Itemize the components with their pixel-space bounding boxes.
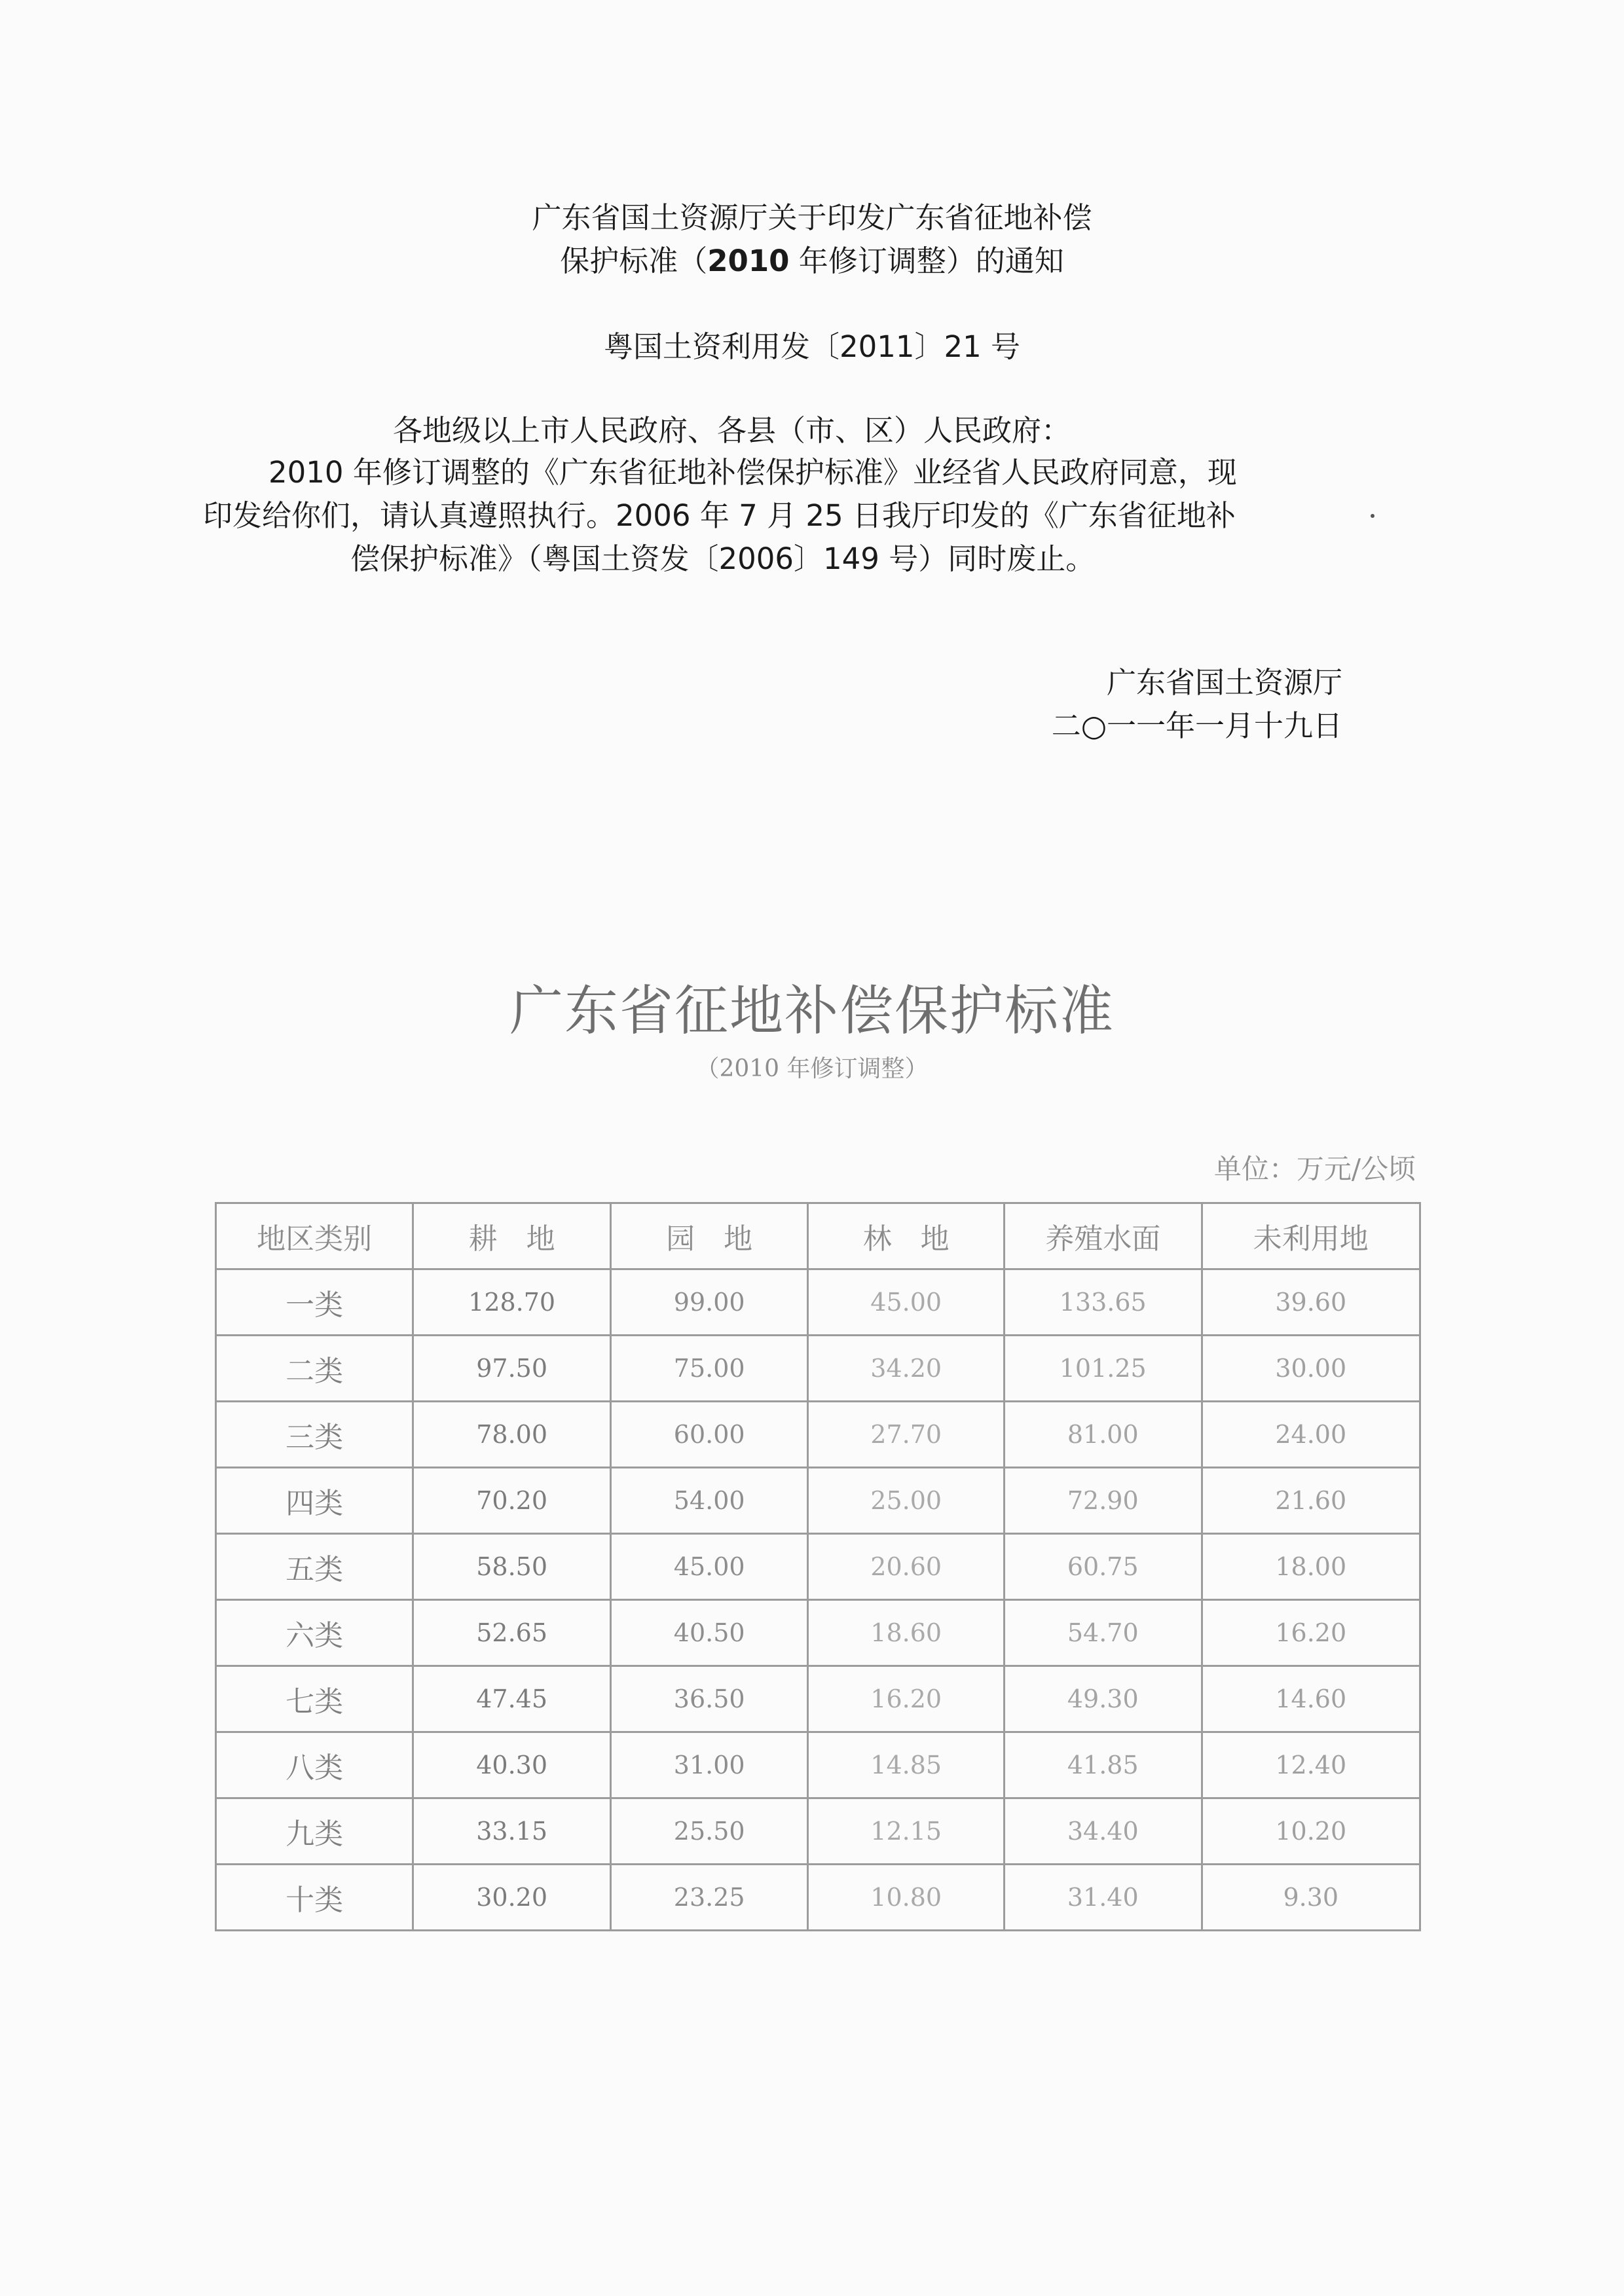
value-cell: 18.60	[808, 1600, 1005, 1666]
header-aquaculture-water: 养殖水面	[1004, 1203, 1202, 1269]
table-row	[216, 1732, 1420, 1798]
issuer-name: 广东省国土资源厅	[1106, 665, 1342, 700]
value-cell: 60.00	[610, 1402, 808, 1468]
table-row	[216, 1666, 1420, 1732]
header-forest-land: 林 地	[808, 1203, 1005, 1269]
table-row	[216, 1336, 1420, 1402]
value-cell: 54.70	[1004, 1600, 1202, 1666]
standard-title: 广东省征地补偿保护标准	[509, 980, 1115, 1042]
value-cell: 128.70	[413, 1269, 611, 1336]
header-region-category: 地区类别	[216, 1203, 413, 1269]
value-cell: 18.00	[1202, 1534, 1420, 1600]
region-category-cell: 二类	[216, 1336, 413, 1402]
value-cell: 40.50	[610, 1600, 808, 1666]
value-cell: 25.00	[808, 1468, 1005, 1534]
value-cell: 10.20	[1202, 1798, 1420, 1865]
value-cell: 31.40	[1004, 1865, 1202, 1931]
notice-title-year: 2010	[707, 244, 790, 278]
body-line-1: 2010 年修订调整的《广东省征地补偿保护标准》业经省人民政府同意，现	[268, 455, 1237, 490]
unit-label: 单位：万元/公顷	[1213, 1153, 1416, 1185]
value-cell: 97.50	[413, 1336, 611, 1402]
value-cell: 34.20	[808, 1336, 1005, 1402]
value-cell: 72.90	[1004, 1468, 1202, 1534]
value-cell: 30.20	[413, 1865, 611, 1931]
value-cell: 21.60	[1202, 1468, 1420, 1534]
table-row	[216, 1468, 1420, 1534]
body-line-2: 印发给你们，请认真遵照执行。2006 年 7 月 25 日我厅印发的《广东省征地补	[203, 498, 1236, 533]
value-cell: 40.30	[413, 1732, 611, 1798]
table-row	[216, 1798, 1420, 1865]
value-cell: 16.20	[808, 1666, 1005, 1732]
body-line-3: 偿保护标准》（粤国土资发〔2006〕149 号）同时废止。	[350, 541, 1096, 576]
value-cell: 27.70	[808, 1402, 1005, 1468]
notice-title-line2	[0, 240, 1624, 283]
region-category-cell: 八类	[216, 1732, 413, 1798]
header-cultivated-land: 耕 地	[413, 1203, 611, 1269]
value-cell: 39.60	[1202, 1269, 1420, 1336]
value-cell: 45.00	[808, 1269, 1005, 1336]
value-cell: 49.30	[1004, 1666, 1202, 1732]
table-row	[216, 1534, 1420, 1600]
region-category-cell: 七类	[216, 1666, 413, 1732]
region-category-cell: 十类	[216, 1865, 413, 1931]
value-cell: 34.40	[1004, 1798, 1202, 1865]
value-cell: 16.20	[1202, 1600, 1420, 1666]
value-cell: 101.25	[1004, 1336, 1202, 1402]
notice-title-line2-post: 年修订调整）的通知	[789, 244, 1064, 278]
region-category-cell: 四类	[216, 1468, 413, 1534]
table-row	[216, 1269, 1420, 1336]
region-category-cell: 九类	[216, 1798, 413, 1865]
value-cell: 75.00	[610, 1336, 808, 1402]
compensation-table	[215, 1202, 1421, 1931]
value-cell: 25.50	[610, 1798, 808, 1865]
value-cell: 47.45	[413, 1666, 611, 1732]
value-cell: 12.40	[1202, 1732, 1420, 1798]
value-cell: 33.15	[413, 1798, 611, 1865]
table-row	[216, 1600, 1420, 1666]
table-row	[216, 1402, 1420, 1468]
addressee: 各地级以上市人民政府、各县（市、区）人民政府：	[393, 413, 1071, 448]
value-cell: 81.00	[1004, 1402, 1202, 1468]
value-cell: 10.80	[808, 1865, 1005, 1931]
value-cell: 78.00	[413, 1402, 611, 1468]
notice-title-line1: 广东省国土资源厅关于印发广东省征地补偿	[532, 200, 1092, 235]
region-category-cell: 六类	[216, 1600, 413, 1666]
value-cell: 12.15	[808, 1798, 1005, 1865]
value-cell: 133.65	[1004, 1269, 1202, 1336]
value-cell: 36.50	[610, 1666, 808, 1732]
value-cell: 60.75	[1004, 1534, 1202, 1600]
value-cell: 20.60	[808, 1534, 1005, 1600]
standard-subtitle: （2010 年修订调整）	[695, 1055, 929, 1082]
table-row	[216, 1865, 1420, 1931]
signature-block	[1052, 661, 1342, 748]
table-header-row	[216, 1203, 1420, 1269]
value-cell: 30.00	[1202, 1336, 1420, 1402]
header-garden-land: 园 地	[610, 1203, 808, 1269]
value-cell: 58.50	[413, 1534, 611, 1600]
value-cell: 9.30	[1202, 1865, 1420, 1931]
scan-speck	[1371, 514, 1375, 518]
value-cell: 45.00	[610, 1534, 808, 1600]
value-cell: 70.20	[413, 1468, 611, 1534]
value-cell: 14.60	[1202, 1666, 1420, 1732]
value-cell: 23.25	[610, 1865, 808, 1931]
notice-title-line2-pre: 保护标准（	[560, 244, 708, 278]
notice-title	[0, 196, 1624, 283]
value-cell: 31.00	[610, 1732, 808, 1798]
header-unused-land: 未利用地	[1202, 1203, 1420, 1269]
issue-date: 二○一一年一月十九日	[1051, 708, 1342, 743]
value-cell: 41.85	[1004, 1732, 1202, 1798]
region-category-cell: 一类	[216, 1269, 413, 1336]
value-cell: 14.85	[808, 1732, 1005, 1798]
document-number: 粤国土资利用发〔2011〕21 号	[603, 329, 1021, 364]
region-category-cell: 三类	[216, 1402, 413, 1468]
value-cell: 99.00	[610, 1269, 808, 1336]
region-category-cell: 五类	[216, 1534, 413, 1600]
value-cell: 54.00	[610, 1468, 808, 1534]
value-cell: 52.65	[413, 1600, 611, 1666]
value-cell: 24.00	[1202, 1402, 1420, 1468]
